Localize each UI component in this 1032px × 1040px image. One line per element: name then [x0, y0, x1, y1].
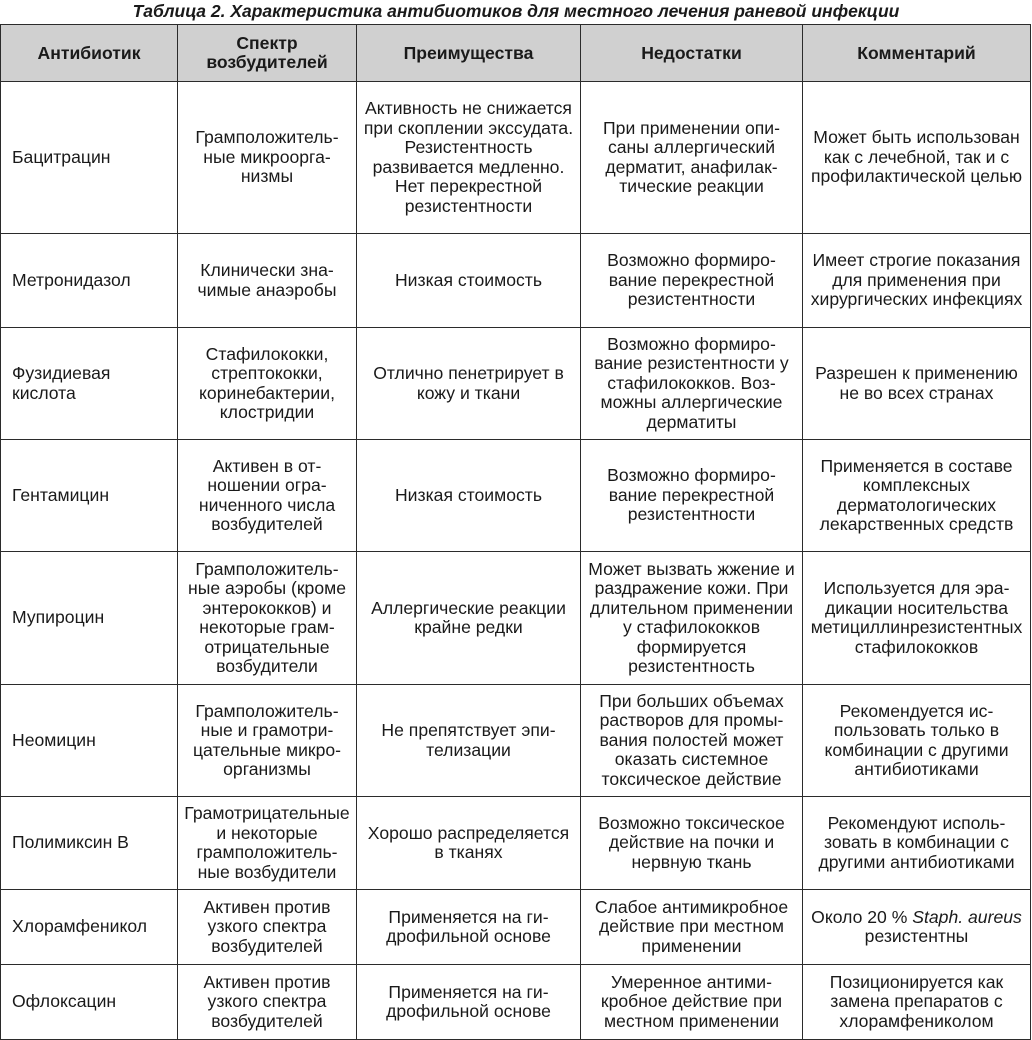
comment-cell — [803, 890, 1031, 965]
comment-cell: Рекомендуют использовать в комбинации с другими антибиотиками — [803, 797, 1031, 890]
table-row — [1, 797, 1031, 890]
advantages-cell: Активность не снижается при скоплении экссудата. Резистентность развивается медленно. Нет перекрестной резистентности — [357, 82, 581, 234]
antibiotic-cell: Метронидазол — [1, 234, 178, 328]
disadvantages-cell: При применении описаны аллергический дерматит, анафилактические реакции — [581, 82, 803, 234]
antibiotic-cell: Хлорамфеникол — [1, 890, 178, 965]
table-row — [1, 328, 1031, 440]
advantages-cell: Низкая стоимость — [357, 440, 581, 552]
advantages-cell: Хорошо распределяется в тканях — [357, 797, 581, 890]
comment-species-name: Staph. aureus — [912, 906, 1022, 927]
spectrum-cell: Грамположительные аэробы (кроме энтерококков) и некоторые грамотрицательные возбудители — [178, 552, 357, 685]
spectrum-cell: Клинически значимые анаэробы — [178, 234, 357, 328]
spectrum-cell: Активен против узкого спектра возбудителей — [178, 965, 357, 1040]
spectrum-cell: Стафилококки, стрептококки, коринебактерии, клостридии — [178, 328, 357, 440]
spectrum-cell: Грамположительные и грамотрицательные микроорганизмы — [178, 685, 357, 797]
advantages-cell: Не препятствует эпителизации — [357, 685, 581, 797]
table-row — [1, 440, 1031, 552]
comment-cell: Применяется в составе комплексных дерматологических лекарственных средств — [803, 440, 1031, 552]
antibiotics-table — [0, 24, 1031, 1040]
disadvantages-cell: Возможно формирование перекрестной резистентности — [581, 440, 803, 552]
disadvantages-cell: Слабое антимикробное действие при местном применении — [581, 890, 803, 965]
table-row — [1, 552, 1031, 685]
antibiotic-cell: Фузидиевая кислота — [1, 328, 178, 440]
disadvantages-cell: Возможно токсическое действие на почки и нервную ткань — [581, 797, 803, 890]
comment-cell: Разрешен к применению не во всех странах — [803, 328, 1031, 440]
column-header-comment: Комментарий — [803, 25, 1031, 82]
table-row — [1, 890, 1031, 965]
column-header-antibiotic: Антибиотик — [1, 25, 178, 82]
spectrum-cell: Активен против узкого спектра возбудителей — [178, 890, 357, 965]
column-header-advantages: Преимущества — [357, 25, 581, 82]
spectrum-cell: Грамотрицательные и некоторые грамположительные возбудители — [178, 797, 357, 890]
comment-suffix: резистентны — [864, 926, 969, 946]
table-row — [1, 82, 1031, 234]
antibiotic-cell: Офлоксацин — [1, 965, 178, 1040]
antibiotic-cell: Гентамицин — [1, 440, 178, 552]
comment-cell: Используется для эрадикации носительства метициллинрезистентных стафилококков — [803, 552, 1031, 685]
antibiotic-cell: Полимиксин В — [1, 797, 178, 890]
disadvantages-cell: Умеренное антимикробное действие при местном применении — [581, 965, 803, 1040]
table-row — [1, 234, 1031, 328]
comment-prefix: Около 20 % — [811, 906, 913, 927]
column-header-spectrum: Спектр возбудителей — [178, 25, 357, 82]
table-row — [1, 685, 1031, 797]
advantages-cell: Применяется на гидрофильной основе — [357, 890, 581, 965]
comment-cell: Может быть использован как с лечебной, так и с профилактической целью — [803, 82, 1031, 234]
comment-cell: Имеет строгие показания для применения при хирургических инфекциях — [803, 234, 1031, 328]
disadvantages-cell: При больших объемах растворов для промывания полостей может оказать системное токсическое действие — [581, 685, 803, 797]
antibiotic-cell: Бацитрацин — [1, 82, 178, 234]
advantages-cell: Низкая стоимость — [357, 234, 581, 328]
disadvantages-cell: Возможно формирование перекрестной резистентности — [581, 234, 803, 328]
advantages-cell: Аллергические реакции крайне редки — [357, 552, 581, 685]
disadvantages-cell: Возможно формирование резистентности у стафилококков. Возможны аллергические дерматиты — [581, 328, 803, 440]
antibiotic-cell: Мупироцин — [1, 552, 178, 685]
antibiotic-cell: Неомицин — [1, 685, 178, 797]
advantages-cell: Отлично пенетрирует в кожу и ткани — [357, 328, 581, 440]
header-row — [1, 25, 1031, 82]
spectrum-cell: Активен в отношении ограниченного числа возбудителей — [178, 440, 357, 552]
comment-cell: Рекомендуется использовать только в комбинации с другими антибиотиками — [803, 685, 1031, 797]
spectrum-cell: Грамположительные микроорганизмы — [178, 82, 357, 234]
table-row — [1, 965, 1031, 1040]
table-title: Таблица 2. Характеристика антибиотиков для местного лечения раневой инфекции — [132, 1, 900, 21]
column-header-disadvantages: Недостатки — [581, 25, 803, 82]
disadvantages-cell: Может вызвать жжение и раздражение кожи. При длительном применении у стафилококков формируется резистентность — [581, 552, 803, 685]
advantages-cell: Применяется на гидрофильной основе — [357, 965, 581, 1040]
comment-cell: Позиционируется как замена препаратов с хлорамфениколом — [803, 965, 1031, 1040]
